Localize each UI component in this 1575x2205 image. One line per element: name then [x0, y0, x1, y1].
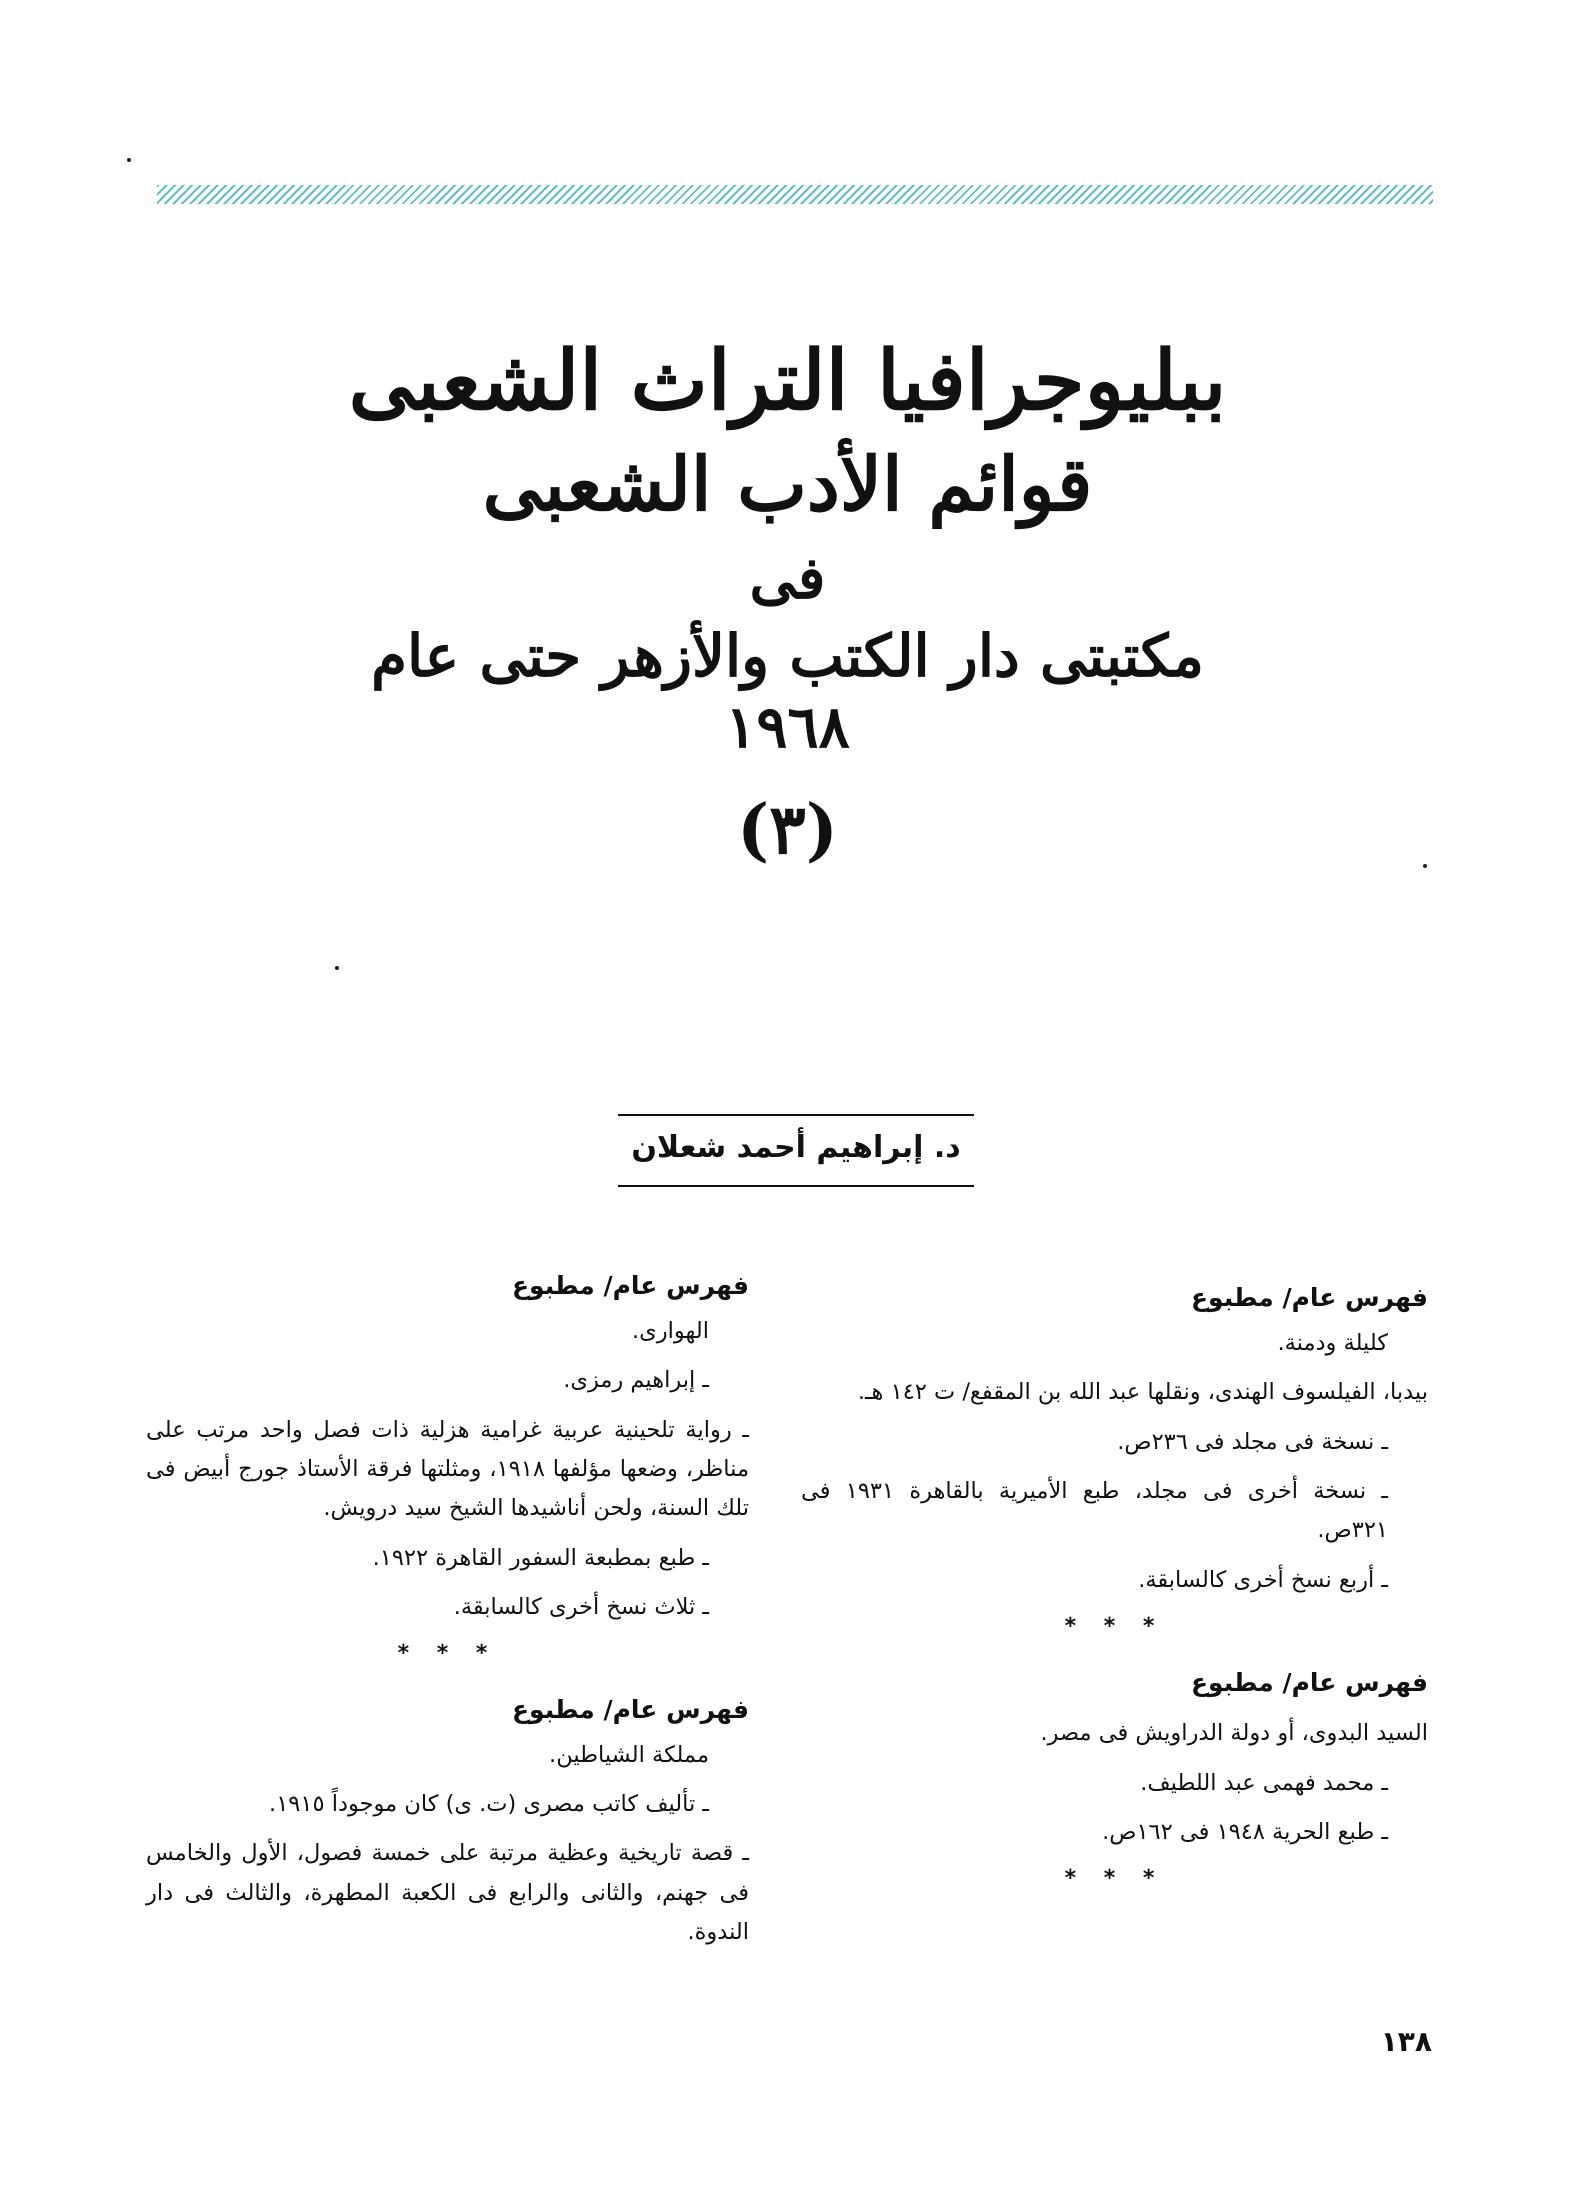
entry-line: ـ رواية تلحينية عربية غرامية هزلية ذات فصل واحد مرتب على مناظر، وضعها مؤلفها ١٩١٨، ومثلتها فرقة الأستاذ جورج أبيض فى تلك السنة، ولحن أناشيدها الشيخ سيد درويش. — [146, 1416, 749, 1522]
author-rule-bottom — [618, 1185, 974, 1187]
entry-line: ـ إبراهيم رمزى. — [563, 1367, 709, 1394]
page-number: ١٣٨ — [1380, 2025, 1432, 2058]
title-line-4: مكتبتى دار الكتب والأزهر حتى عام — [371, 622, 1204, 691]
entry-separator: * * * — [1064, 1614, 1165, 1639]
entry-heading: فهرس عام/ مطبوع — [1190, 1283, 1428, 1312]
entry-title: مملكة الشياطين. — [549, 1741, 709, 1768]
entry-line: ـ نسخة فى مجلد فى ٢٣٦ص. — [1117, 1428, 1388, 1455]
entry-line: ـ قصة تاريخية وعظية مرتبة على خمسة فصول، الأول والخامس فى جهنم، والثانى والرابع فى الكعبة المطهرة، والثالث فى دار الندوة. — [146, 1840, 749, 1946]
catalog-entry — [801, 1276, 1428, 1647]
entry-line: ـ محمد فهمى عبد اللطيف. — [1140, 1769, 1388, 1796]
scan-speck — [1423, 864, 1427, 868]
entry-line: ـ ثلاث نسخ أخرى كالسابقة. — [453, 1594, 709, 1620]
entry-title: الهوارى. — [632, 1317, 709, 1344]
entry-title: السيد البدوى، أو دولة الدراويش فى مصر. — [1040, 1720, 1428, 1747]
entry-line: ـ تأليف كاتب مصرى (ت. ى) كان موجوداً ١٩١٥. — [269, 1791, 709, 1817]
catalog-entry — [801, 1661, 1428, 1899]
entry-heading: فهرس عام/ مطبوع — [511, 1694, 749, 1724]
author-block — [618, 1114, 974, 1187]
title-year: ١٩٦٨ — [725, 692, 850, 761]
left-column — [146, 1264, 749, 1953]
entry-heading: فهرس عام/ مطبوع — [511, 1271, 749, 1300]
right-column — [801, 1276, 1428, 1913]
entry-separator: * * * — [397, 1641, 498, 1667]
title-block — [0, 328, 1575, 872]
entry-separator: * * * — [1064, 1866, 1165, 1892]
title-line-2: قوائم الأدب الشعبى — [482, 441, 1093, 528]
decorative-stripe — [157, 185, 1433, 204]
entry-line: ـ طبع بمطبعة السفور القاهرة ١٩٢٢. — [372, 1544, 709, 1571]
title-line-3: فى — [749, 543, 826, 612]
catalog-entry — [146, 1264, 749, 1674]
entry-line: ـ نسخة أخرى فى مجلد، طبع الأميرية بالقاهرة ١٩٣١ فى ٣٢١ص. — [801, 1477, 1388, 1544]
entry-heading: فهرس عام/ مطبوع — [1190, 1667, 1428, 1697]
scan-speck — [127, 158, 131, 162]
part-number: (٣) — [737, 790, 838, 871]
catalog-entry — [146, 1688, 749, 1953]
title-line-1: ببليوجرافيا التراث الشعبى — [348, 333, 1227, 429]
entry-line: ـ أربع نسخ أخرى كالسابقة. — [1138, 1566, 1388, 1593]
scan-speck — [335, 966, 339, 970]
author-name: د. إبراهيم أحمد شعلان — [631, 1130, 961, 1165]
entry-line: ـ طبع الحرية ١٩٤٨ فى ١٦٢ص. — [1102, 1819, 1388, 1845]
entry-title: كليلة ودمنة. — [1277, 1329, 1388, 1356]
entry-line: بيدبا، الفيلسوف الهندى، ونقلها عبد الله بن المقفع/ ت ١٤٢ هـ. — [857, 1379, 1428, 1406]
